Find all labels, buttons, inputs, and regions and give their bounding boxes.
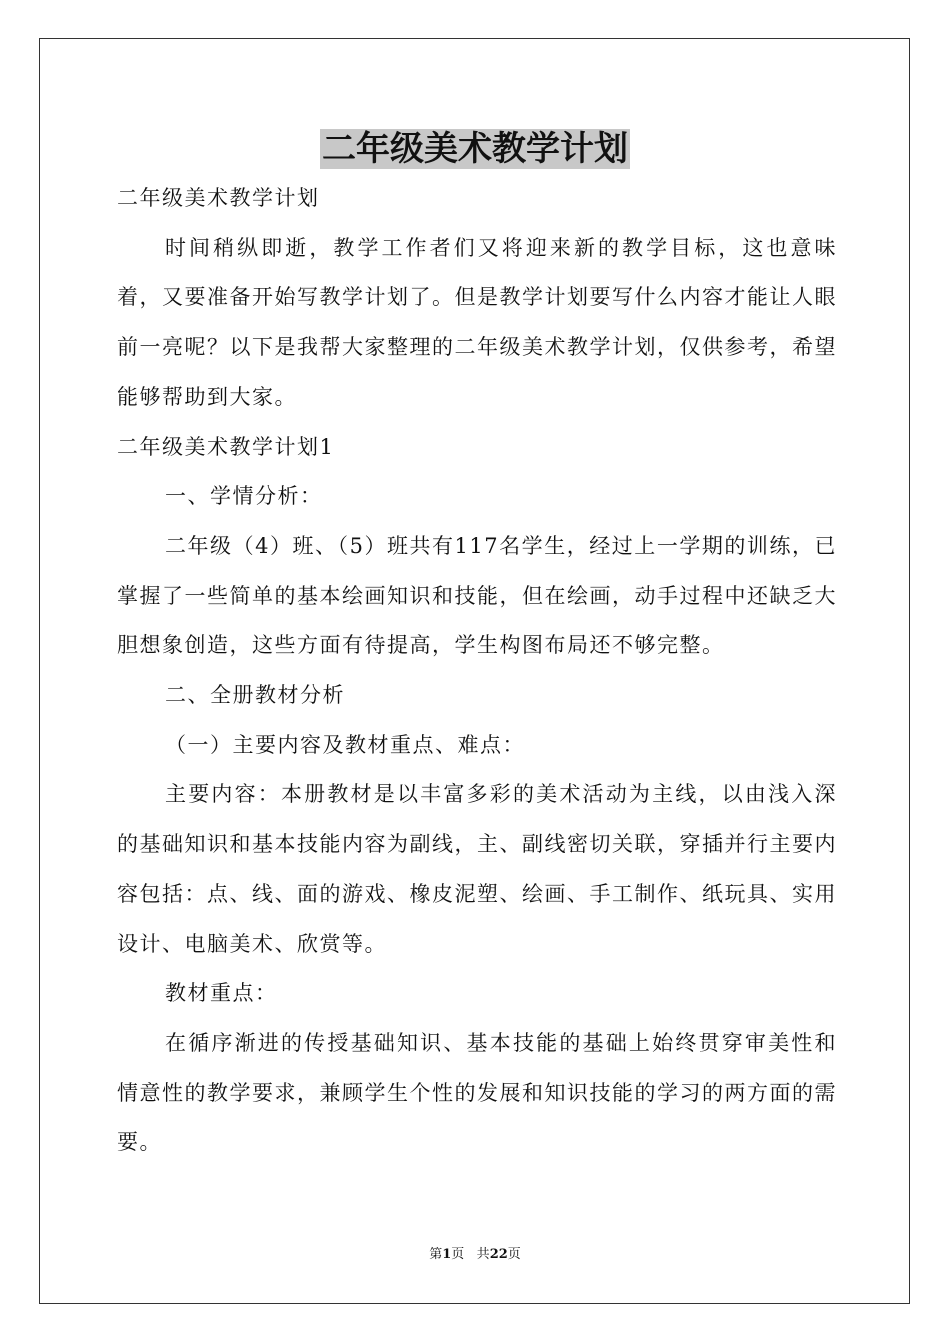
page-label-suffix: 页 (451, 1247, 465, 1262)
paragraph: 二、全册教材分析 (165, 683, 345, 708)
paragraph: 二年级美术教学计划 (117, 186, 320, 210)
document-title-text: 二年级美术教学计划 (322, 129, 628, 169)
paragraph: 二年级（4）班、（5）班共有117名学生，经过上一学期的训练，已掌握了一些简单的基本绘画知识和技能，但在绘画，动手过程中还缺乏大胆想象创造，这些方面有待提高，学生构图布局还不够完整。 (117, 533, 837, 658)
paragraph: 教材重点： (165, 981, 278, 1006)
document-title (0, 128, 950, 170)
paragraph: （一）主要内容及教材重点、难点： (165, 732, 525, 757)
total-label-suffix: 页 (507, 1247, 521, 1262)
total-pages: 22 (489, 1247, 508, 1262)
page-number: 1 (442, 1247, 452, 1262)
paragraph: 二年级美术教学计划1 (117, 434, 335, 459)
page-footer (0, 1246, 950, 1264)
paragraph: 一、学情分析： (165, 484, 323, 509)
paragraph: 在循序渐进的传授基础知识、基本技能的基础上始终贯穿审美性和情意性的教学要求，兼顾学生个性的发展和知识技能的学习的两方面的需要。 (117, 1030, 837, 1155)
document-body (117, 174, 837, 1168)
page-label-prefix: 第 (429, 1247, 443, 1262)
paragraph: 主要内容：本册教材是以丰富多彩的美术活动为主线，以由浅入深的基础知识和基本技能内容为副线，主、副线密切关联，穿插并行主要内容包括：点、线、面的游戏、橡皮泥塑、绘画、手工制作、纸玩具、实用设计、电脑美术、欣赏等。 (117, 782, 837, 956)
paragraph: 时间稍纵即逝，教学工作者们又将迎来新的教学目标，这也意味着，又要准备开始写教学计划了。但是教学计划要写什么内容才能让人眼前一亮呢？以下是我帮大家整理的二年级美术教学计划，仅供参考，希望能够帮助到大家。 (117, 235, 837, 409)
total-label-prefix: 共 (476, 1247, 490, 1262)
